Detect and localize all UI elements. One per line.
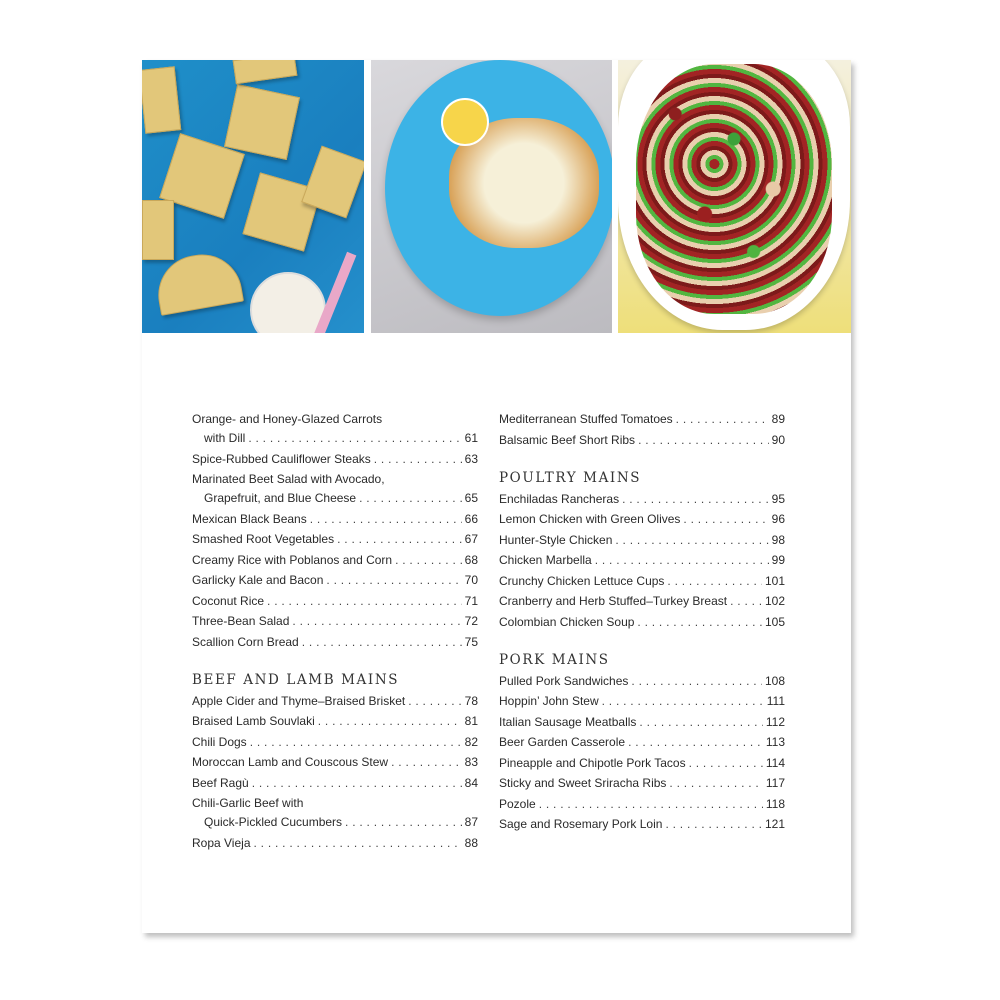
toc-page-number: 112: [765, 714, 785, 729]
toc-entry-title: Moroccan Lamb and Couscous Stew: [192, 755, 389, 769]
toc-entry-line: [499, 774, 785, 793]
leader-dots: [302, 633, 462, 652]
toc-entry-line: [192, 571, 478, 590]
toc-entry[interactable]: [192, 633, 478, 652]
toc-entry-line: [192, 633, 478, 652]
toc-entry-line: [499, 592, 785, 611]
toc-entry-line: [499, 490, 785, 509]
toc-entry[interactable]: [192, 450, 478, 469]
toc-entry[interactable]: [499, 510, 785, 529]
toc-entry[interactable]: [499, 815, 785, 834]
section-heading: PORK MAINS: [499, 651, 610, 668]
leader-dots: [628, 733, 763, 752]
leader-dots: [665, 815, 762, 834]
leader-dots: [250, 733, 462, 752]
leader-dots: [615, 531, 768, 550]
toc-entry-line: [192, 612, 478, 631]
leader-dots: [667, 572, 762, 591]
toc-page-number: 61: [464, 431, 478, 445]
toc-entry[interactable]: [499, 613, 785, 632]
toc-entry-line: [499, 754, 785, 773]
toc-page-number: 87: [464, 815, 478, 829]
toc-entry-line: [192, 712, 478, 731]
leader-dots: [638, 431, 769, 450]
toc-entry-line: [499, 572, 785, 591]
toc-entry-title: Balsamic Beef Short Ribs: [499, 432, 636, 447]
toc-entry-line: [499, 531, 785, 550]
toc-entry-title: Pulled Pork Sandwiches: [499, 673, 629, 688]
leader-dots: [345, 813, 462, 832]
toc-entry-line: [192, 774, 478, 793]
toc-entry[interactable]: [192, 551, 478, 570]
toc-entry[interactable]: [192, 733, 478, 752]
toc-entry[interactable]: [499, 490, 785, 509]
toc-page-number: 75: [464, 634, 478, 649]
leader-dots: [252, 774, 462, 793]
toc-left-column: [192, 410, 478, 854]
toc-entry-line: [192, 450, 478, 469]
toc-entry-title: Marinated Beet Salad with Avocado,: [192, 472, 385, 486]
toc-page-number: 67: [464, 532, 478, 546]
toc-entry-title: Crunchy Chicken Lettuce Cups: [499, 573, 665, 588]
toc-entry[interactable]: [499, 551, 785, 570]
toc-page-number: 83: [464, 755, 478, 769]
toc-entry-title: Colombian Chicken Soup: [499, 614, 635, 629]
toc-entry[interactable]: [499, 531, 785, 550]
toc-entry-title: Scallion Corn Bread: [192, 634, 299, 649]
toc-entry[interactable]: [499, 713, 785, 732]
toc-entry-line: [499, 551, 785, 570]
section-heading: BEEF AND LAMB MAINS: [192, 671, 400, 688]
cauliflower-steak-photo: [371, 60, 612, 333]
toc-page-number: 71: [464, 593, 478, 608]
toc-entry[interactable]: [192, 753, 478, 772]
toc-entry-title: Enchiladas Rancheras: [499, 491, 620, 506]
toc-page-number: 70: [464, 573, 478, 587]
toc-page-number: 114: [765, 755, 785, 770]
toc-entry-line: [192, 794, 478, 813]
leader-dots: [539, 795, 763, 814]
scallion-corn-bread-photo: [142, 60, 364, 333]
toc-entry-title: Grapefruit, and Blue Cheese: [204, 491, 357, 505]
toc-entry-title: Beef Ragù: [192, 775, 249, 790]
toc-entry-line: [499, 410, 785, 429]
toc-page-number: 95: [771, 491, 785, 506]
toc-page-number: 65: [464, 491, 478, 505]
toc-page-number: 89: [771, 412, 785, 426]
toc-entry-title: Italian Sausage Meatballs: [499, 714, 637, 729]
toc-page-number: 105: [764, 614, 785, 629]
leader-dots: [359, 489, 462, 508]
toc-entry[interactable]: [499, 754, 785, 773]
leader-dots: [267, 592, 462, 611]
leader-dots: [602, 692, 764, 711]
toc-page-number: 72: [464, 614, 478, 628]
toc-page-number: 102: [764, 594, 785, 608]
toc-entry-line: [499, 431, 785, 450]
toc-page-number: 96: [771, 512, 785, 526]
toc-page-number: 63: [464, 451, 478, 466]
toc-entry[interactable]: [192, 592, 478, 611]
toc-entry-title: Pineapple and Chipotle Pork Tacos: [499, 755, 686, 770]
toc-entry-line: [499, 795, 785, 814]
toc-page-number: 98: [771, 532, 785, 547]
toc-page-number: 111: [766, 694, 785, 708]
toc-entry-line: [192, 410, 478, 429]
toc-page-number: 118: [765, 796, 785, 811]
toc-page-number: 101: [764, 573, 785, 588]
toc-entry[interactable]: [192, 834, 478, 853]
leader-dots: [637, 613, 762, 632]
leader-dots: [391, 753, 462, 772]
toc-entry-title: Chili Dogs: [192, 734, 247, 749]
toc-entry-title: Beer Garden Casserole: [499, 735, 626, 749]
toc-entry[interactable]: [192, 774, 478, 793]
toc-entry-line: [499, 692, 785, 711]
leader-dots: [683, 510, 768, 529]
toc-entry-line: [192, 510, 478, 529]
toc-entry[interactable]: [499, 692, 785, 711]
toc-entry[interactable]: [192, 530, 478, 549]
toc-entry-title: Sticky and Sweet Sriracha Ribs: [499, 776, 667, 790]
book-page: [142, 60, 851, 933]
toc-entry-title: Orange- and Honey-Glazed Carrots: [192, 412, 383, 426]
leader-dots: [310, 510, 462, 529]
toc-entry-title: Smashed Root Vegetables: [192, 532, 335, 546]
leader-dots: [318, 712, 462, 731]
toc-entry-title: Chicken Marbella: [499, 553, 592, 567]
toc-page-number: 84: [464, 775, 478, 790]
toc-page-number: 88: [464, 835, 478, 850]
toc-entry-line: [192, 813, 478, 832]
toc-entry-title: Mexican Black Beans: [192, 511, 307, 526]
toc-page-number: 66: [464, 511, 478, 526]
toc-entry[interactable]: [499, 733, 785, 752]
leader-dots: [622, 490, 769, 509]
toc-right-column: [499, 410, 785, 836]
toc-entry-line: [192, 592, 478, 611]
toc-entry[interactable]: [192, 470, 478, 508]
toc-entry-title: Apple Cider and Thyme–Braised Brisket: [192, 693, 406, 708]
toc-page-number: 81: [464, 714, 478, 728]
leader-dots: [595, 551, 769, 570]
toc-entry[interactable]: [499, 672, 785, 691]
leader-dots: [639, 713, 762, 732]
toc-entry[interactable]: [499, 431, 785, 450]
toc-entry[interactable]: [192, 612, 478, 631]
toc-page-number: 113: [765, 735, 785, 749]
toc-entry-line: [192, 733, 478, 752]
toc-entry-title: with Dill: [204, 431, 246, 445]
toc-entry-title: Hunter-Style Chicken: [499, 532, 613, 547]
leader-dots: [326, 571, 461, 590]
toc-entry-line: [192, 429, 478, 448]
section-heading: POULTRY MAINS: [499, 469, 642, 486]
toc-page-number: 108: [764, 673, 785, 688]
toc-entry[interactable]: [499, 592, 785, 611]
toc-entry-title: Lemon Chicken with Green Olives: [499, 512, 681, 526]
toc-page-number: 78: [464, 693, 478, 708]
toc-entry-line: [499, 510, 785, 529]
leader-dots: [395, 551, 462, 570]
toc-page-number: 99: [771, 553, 785, 567]
toc-entry-title: Coconut Rice: [192, 593, 265, 608]
toc-entry-title: Pozole: [499, 796, 536, 811]
leader-dots: [676, 410, 769, 429]
toc-entry-line: [499, 672, 785, 691]
toc-entry[interactable]: [499, 572, 785, 591]
toc-entry-title: Spice-Rubbed Cauliflower Steaks: [192, 451, 371, 466]
leader-dots: [730, 592, 762, 611]
toc-page-number: 90: [771, 432, 785, 447]
toc-entry[interactable]: [192, 571, 478, 590]
toc-entry[interactable]: [499, 774, 785, 793]
toc-entry-line: [192, 470, 478, 489]
leader-dots: [254, 834, 462, 853]
toc-entry-line: [499, 613, 785, 632]
leader-dots: [689, 754, 763, 773]
toc-entry-line: [499, 733, 785, 752]
toc-entry[interactable]: [499, 795, 785, 814]
toc-entry-title: Cranberry and Herb Stuffed–Turkey Breast: [499, 594, 728, 608]
toc-page-number: 117: [765, 776, 785, 790]
toc-entry-title: Garlicky Kale and Bacon: [192, 573, 324, 587]
toc-entry[interactable]: [192, 510, 478, 529]
toc-page-number: 68: [464, 552, 478, 567]
toc-entry-title: Three-Bean Salad: [192, 614, 290, 628]
leader-dots: [337, 530, 462, 549]
toc-entry-title: Sage and Rosemary Pork Loin: [499, 817, 663, 831]
toc-entry-line: [192, 834, 478, 853]
toc-entry-line: [499, 713, 785, 732]
leader-dots: [408, 692, 461, 711]
toc-entry-title: Quick-Pickled Cucumbers: [204, 815, 343, 829]
three-bean-salad-photo: [618, 60, 851, 333]
leader-dots: [631, 672, 762, 691]
toc-entry-line: [192, 753, 478, 772]
toc-entry-line: [192, 551, 478, 570]
toc-entry-line: [499, 815, 785, 834]
toc-entry[interactable]: [499, 410, 785, 429]
toc-page-number: 82: [464, 734, 478, 749]
toc-entry-line: [192, 692, 478, 711]
toc-entry-title: Hoppin’ John Stew: [499, 694, 599, 708]
toc-entry-line: [192, 530, 478, 549]
leader-dots: [374, 450, 462, 469]
toc-entry-line: [192, 489, 478, 508]
toc-entry[interactable]: [192, 794, 478, 832]
leader-dots: [248, 429, 461, 448]
toc-page-number: 121: [764, 817, 785, 831]
leader-dots: [669, 774, 762, 793]
toc-entry-title: Braised Lamb Souvlaki: [192, 714, 315, 728]
toc-entry-title: Chili-Garlic Beef with: [192, 796, 304, 810]
leader-dots: [292, 612, 461, 631]
toc-entry-title: Mediterranean Stuffed Tomatoes: [499, 412, 673, 426]
toc-entry[interactable]: [192, 712, 478, 731]
toc-entry-title: Creamy Rice with Poblanos and Corn: [192, 552, 393, 567]
toc-entry-title: Ropa Vieja: [192, 835, 251, 850]
toc-entry[interactable]: [192, 692, 478, 711]
toc-entry[interactable]: [192, 410, 478, 448]
